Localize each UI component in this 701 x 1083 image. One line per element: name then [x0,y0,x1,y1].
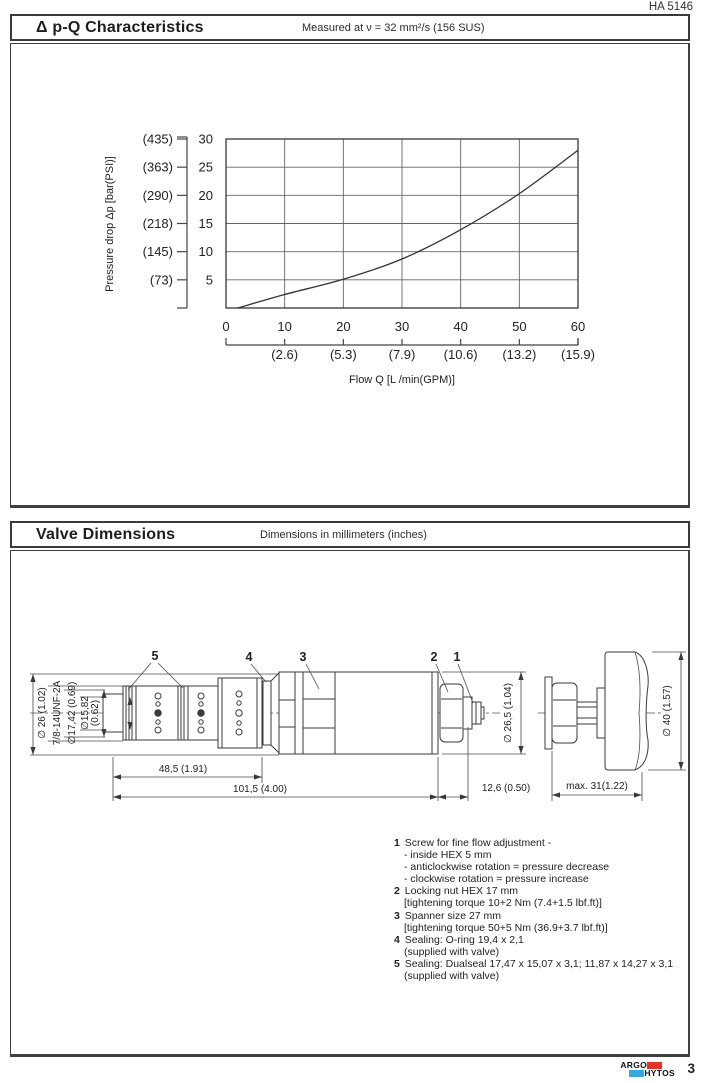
note-continuation-line: [tightening torque 10+2 Nm (7.4+1.5 lbf.ft)] [404,897,602,910]
o-ring-groove [263,681,271,745]
y-tick-label-psi: (145) [142,244,173,260]
y-tick-label: 30 [198,131,213,147]
x-tick-label-gpm: (5.3) [329,347,357,362]
screw-tip [481,707,484,719]
dimension-arrowhead [518,746,523,754]
note-item-4: 4 Sealing: O-ring 19,4 x 2,1 [394,933,524,946]
y-tick-label-psi: (73) [149,272,173,288]
knob-stud [577,702,597,724]
y-tick-label-psi: (363) [142,159,173,175]
knob-hex-nut [552,683,577,743]
adjustment-knob-view [538,652,686,801]
label-dia1582: ∅15,82 [80,696,91,730]
dimension-arrowhead [678,652,683,660]
callout-5: 5 [151,649,159,663]
knob-face [597,688,605,738]
x-tick-label: 0 [222,319,230,334]
label-dia26: ∅ 26 (1.02) [37,687,48,739]
dimension-arrowhead [438,794,446,799]
y-tick-label-psi: (435) [142,131,173,147]
dimension-arrowhead [30,674,35,682]
x-tick-label: 30 [394,319,410,334]
dimension-arrowhead [430,794,438,799]
y-tick-label: 20 [198,187,213,203]
label-dia1742: ∅17,42 (0.69) [67,681,78,745]
note-continuation-line: - inside HEX 5 mm [404,849,492,862]
note-item-1: 1 Screw for fine flow adjustment - [394,837,552,849]
note-item-5: 5 Sealing: Dualseal 17,47 x 15,07 x 3,1; 11,87 x 14,27 x 3,1 [394,957,674,970]
y-tick-label-psi: (218) [142,216,173,231]
logo-text-hytos: HYTOS [644,1068,675,1078]
label-len1015: 101,5 (4.00) [233,784,287,795]
dimension-arrowhead [634,792,642,797]
dimension-arrowhead [518,672,523,680]
note-continuation-line: [tightening torque 50+5 Nm (36.9+3.7 lbf.ft)] [404,921,608,934]
x-tick-label: 50 [512,319,527,334]
screw-collar [463,697,472,729]
x-tick-label-gpm: (7.9) [388,347,416,362]
x-tick-label: 20 [336,319,351,334]
label-dia40: ∅ 40 (1.57) [662,685,673,737]
y-tick-label-psi: (290) [142,187,173,203]
callout-4: 4 [245,650,253,664]
y-tick-label: 10 [198,244,213,260]
note-continuation-line: - anticlockwise rotation = pressure decrease [404,861,610,874]
x-axis-title: Flow Q [L /min(GPM)] [349,374,455,386]
dimension-arrowhead [30,747,35,755]
logo-row-2 [629,1069,675,1077]
chamfer [271,745,279,753]
callout-2: 2 [430,650,438,664]
label-dia265: ∅ 26,5 (1.04) [503,683,514,743]
y-tick-label: 25 [198,159,213,175]
x-tick-label-gpm: (10.6) [443,347,478,362]
note-continuation-line: (supplied with valve) [404,970,500,983]
valve-nose [103,694,123,732]
dimension-arrowhead [101,729,106,737]
pq-curve [238,150,578,308]
label-dia1582-in: (0.62) [90,699,101,727]
pq-section-subtitle: Measured at ν = 32 mm²/s (156 SUS) [302,21,485,34]
note-continuation-line: - clockwise rotation = pressure increase [404,873,589,886]
dimension-arrowhead [113,794,121,799]
pq-section-title: Δ p-Q Characteristics [36,18,204,36]
dimension-arrowhead [552,792,560,797]
dimensions-section-subtitle: Dimensions in millimeters (inches) [260,528,427,541]
y-axis-title: Pressure drop Δp [bar(PSI)] [104,156,116,292]
logo-blue-block [629,1070,644,1077]
dimension-arrowhead [113,774,121,779]
label-len485: 48,5 (1.91) [158,764,208,775]
dimension-arrowhead [254,774,262,779]
page-number: 3 [687,1061,695,1076]
x-tick-label-gpm: (15.9) [561,347,595,362]
x-tick-label: 40 [453,319,468,334]
valve-side-view [30,649,530,801]
locking-nut [440,684,463,742]
dimension-arrowhead [678,762,683,770]
note-item-2: 2 Locking nut HEX 17 mm [394,885,518,898]
x-tick-label: 60 [570,319,586,334]
note-item-3: 3 Spanner size 27 mm [394,909,502,922]
argo-hytos-logo [620,1061,675,1077]
label-len126: 12,6 (0.50) [481,783,531,794]
logo-text-argo: ARGO [620,1060,648,1070]
knob-body [605,652,648,770]
knob-flange [545,677,552,749]
callout-3: 3 [299,650,307,664]
section-header-valve-dimensions [10,521,690,548]
dimension-arrowhead [460,794,468,799]
x-tick-label-gpm: (13.2) [502,347,537,362]
label-thread: 7/8-14UNF-2A [52,680,63,746]
x-tick-label-gpm: (2.6) [271,347,299,362]
y-tick-label: 5 [205,272,213,288]
valve-drawing [0,550,701,1083]
x-tick-label: 10 [277,319,292,334]
label-max31: max. 31(1.22) [566,781,628,792]
doc-code: HA 5146 [648,1,693,13]
note-continuation-line: (supplied with valve) [404,945,500,958]
callout-1: 1 [453,650,461,664]
pq-chart [0,0,701,540]
dimensions-section-title: Valve Dimensions [36,525,176,543]
y-tick-label: 15 [198,216,213,231]
